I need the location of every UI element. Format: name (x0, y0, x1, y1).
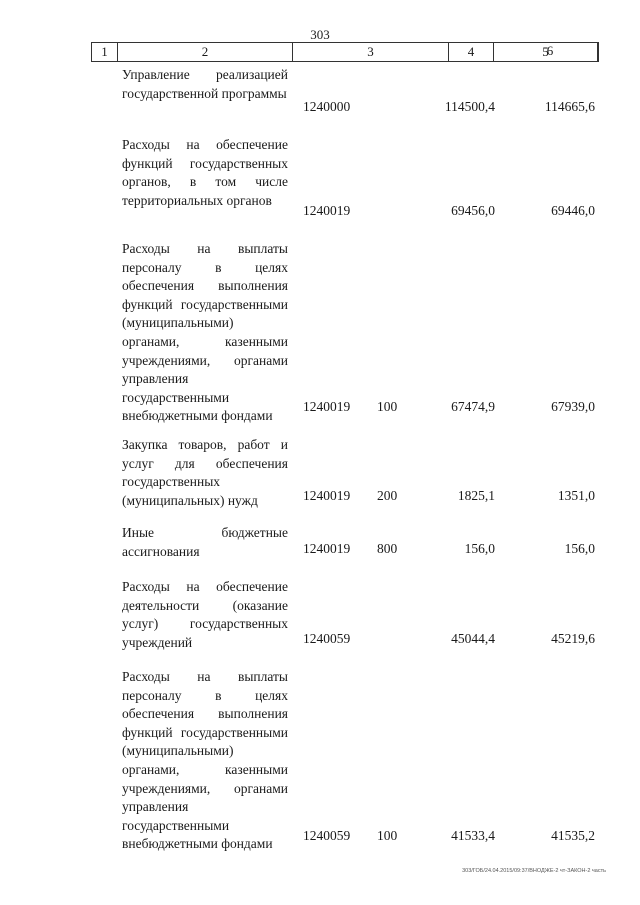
row-amount-2015: 45219,6 (551, 631, 595, 646)
row-amount-2014: 156,0 (464, 541, 495, 556)
row-expense-type: 800 (377, 541, 398, 556)
row-amount-2015: 69446,0 (551, 203, 595, 218)
row-description: Расходы на выплаты персоналу в целях обеспечения выполнения функций государственными (муниципальными) органами, казенными учреждениями, органами управления государственными внебюджетными фондами (122, 241, 288, 424)
header-col-2: 2 (118, 43, 293, 61)
row-code: 1240019 (303, 541, 351, 556)
row-amount-2014: 114500,4 (444, 99, 495, 114)
row-amount-2014: 67474,9 (451, 399, 495, 414)
row-expense-type: 200 (377, 488, 398, 503)
row-description: Расходы на обеспечение функций государственных органов, в том числе территориальных органов (122, 137, 288, 208)
row-expense-type: 100 (377, 828, 398, 843)
row-code: 1240059 (303, 828, 351, 843)
row-description: Иные бюджетные ассигнования (122, 525, 288, 559)
row-amount-2015: 1351,0 (557, 488, 595, 503)
row-code: 1240059 (303, 631, 351, 646)
row-description: Закупка товаров, работ и услуг для обеспечения государственных (муниципальных) нужд (122, 437, 288, 508)
row-amount-2015: 156,0 (564, 541, 595, 556)
row-description: Управление реализацией государственной программы (122, 67, 288, 101)
row-amount-2014: 69456,0 (451, 203, 495, 218)
row-description: Расходы на обеспечение деятельности (оказание услуг) государственных учреждений (122, 579, 288, 650)
row-amount-2014: 41533,4 (451, 828, 495, 843)
header-col-5: 5 (494, 43, 598, 61)
row-amount-2015: 114665,6 (544, 99, 595, 114)
row-description: Расходы на выплаты персоналу в целях обеспечения выполнения функций государственными (муниципальными) органами, казенными учреждениями, органами управления государственными внебюджетными фондами (122, 669, 288, 852)
row-amount-2014: 1825,1 (457, 488, 495, 503)
row-code: 1240019 (303, 399, 351, 414)
header-col-6: 6 (546, 43, 554, 58)
header-col-1: 1 (92, 43, 118, 61)
header-col-4: 4 (449, 43, 494, 61)
header-col-3: 3 (293, 43, 449, 61)
document-footer: 303/ГОБ/24.04.2015/09:37/ВНОДЖЕ-2 чт-ЗАКОН-2 часть (462, 868, 606, 874)
row-code: 1240000 (303, 99, 351, 114)
row-expense-type: 100 (377, 399, 398, 414)
row-amount-2015: 67939,0 (551, 399, 595, 414)
page-number: 303 (310, 27, 330, 42)
row-amount-2014: 45044,4 (451, 631, 495, 646)
row-code: 1240019 (303, 203, 351, 218)
row-code: 1240019 (303, 488, 351, 503)
row-amount-2015: 41535,2 (551, 828, 595, 843)
